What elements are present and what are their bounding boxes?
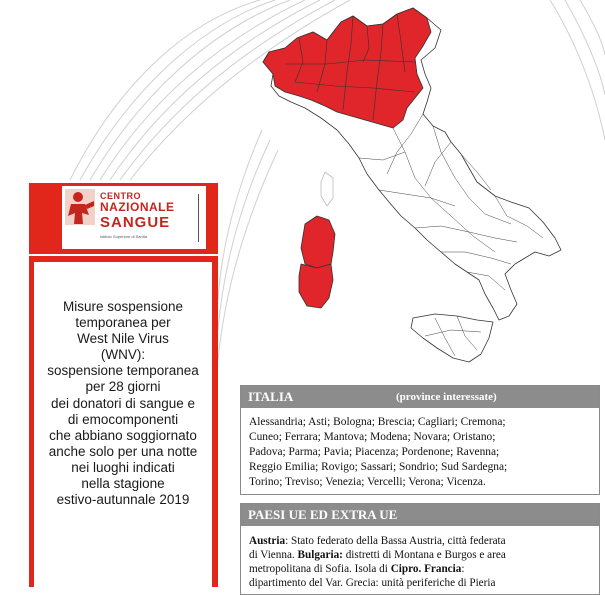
italia-provinces (241, 408, 599, 490)
logo-line-sangue: SANGUE (100, 214, 171, 231)
ue-row (249, 562, 591, 576)
province-row: Torino; Treviso; Venezia; Vercelli; Verona; Vicenza. (249, 476, 486, 489)
ue-header (241, 504, 599, 526)
message-line: (WNV): (100, 347, 146, 363)
ue-row (249, 548, 591, 562)
logo-banner (29, 183, 218, 254)
ue-areas (241, 526, 599, 590)
cipro-label: Cipro. (390, 563, 422, 575)
message-line: anche solo per una notte (48, 443, 198, 459)
sardinia-north (301, 216, 335, 268)
austria-text: : Stato federato della Bassa Austria, città federata (285, 535, 506, 547)
italia-header (241, 386, 599, 408)
province-row: Alessandria; Asti; Bologna; Brescia; Cagliari; Cremona; (249, 416, 506, 428)
message-line: West Nile Virus (77, 331, 169, 347)
message-line: Misure sospensione (62, 299, 184, 314)
sicily (411, 314, 493, 362)
austria-label: Austria (249, 535, 286, 547)
sardinia-south (299, 264, 333, 308)
blood-donor-figure-icon (65, 189, 95, 225)
italia-title: ITALIA (248, 389, 294, 404)
logo-line-nazionale: NAZIONALE (100, 200, 175, 214)
vienna-text: di Vienna. (249, 549, 295, 561)
message-line: dei donatori di sangue e (50, 395, 196, 411)
message-panel (29, 256, 218, 587)
province-row: Cuneo; Ferrara; Mantova; Modena; Novara; Oristano; (249, 431, 496, 444)
ue-row (249, 534, 591, 548)
message-line: nella stagione (81, 476, 165, 492)
message-line: che abbiano soggiornato (49, 427, 197, 443)
message-line: estivo-autunnale 2019 (56, 492, 190, 508)
logo-divider (198, 194, 199, 242)
sofia-text: metropolitana di Sofia. Isola di (249, 563, 391, 575)
italy-province-map (255, 2, 575, 376)
italia-subtitle: (province interessate) (396, 391, 497, 403)
ue-box (240, 503, 600, 595)
var-text: dipartimento del Var. Grecia: unità periferiche di Pieria (249, 577, 496, 589)
message-line: di emocomponenti (67, 411, 179, 427)
message-line: nei luoghi indicati (71, 459, 175, 475)
logo-subtitle: Istituto Superiore di Sanità (100, 234, 147, 239)
province-row: Padova; Parma; Pavia; Piacenza; Pordenone; Ravenna; (249, 446, 500, 459)
message-line: sospensione temporanea (47, 363, 199, 379)
message-text (34, 299, 212, 508)
bulgaria-text: distretti di Montana e Burgos e area (342, 549, 506, 561)
bulgaria-label: Bulgaria: (297, 549, 343, 561)
francia-text: : (461, 563, 465, 575)
message-line: per 28 giorni (85, 379, 161, 395)
ue-title: PAESI UE ED EXTRA UE (248, 507, 398, 522)
corsica (321, 172, 333, 206)
northern-highlight (263, 8, 431, 128)
province-row: Reggio Emilia; Rovigo; Sassari; Sondrio; Sud Sardegna; (249, 461, 508, 474)
logo-line-centro: CENTRO (100, 191, 141, 201)
message-line: temporanea per (75, 315, 171, 331)
ue-row (249, 576, 591, 590)
francia-label: Francia (424, 563, 462, 575)
logo-card (62, 186, 206, 249)
message-card (34, 262, 212, 587)
italia-box (240, 385, 600, 495)
